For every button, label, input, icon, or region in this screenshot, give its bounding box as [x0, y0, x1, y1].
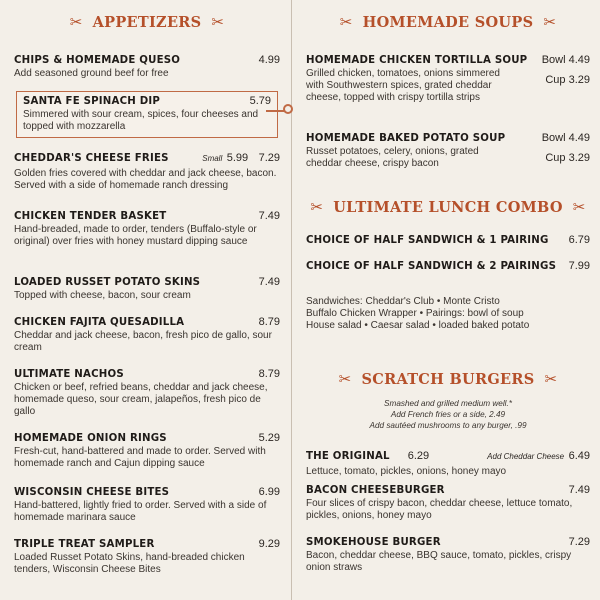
item-name: TRIPLE TREAT SAMPLER [14, 539, 155, 550]
item-name: CHICKEN FAJITA QUESADILLA [14, 317, 185, 328]
item-description: Fresh-cut, hand-battered and made to order. Served with homemade ranch and Cajun dipping sauce [14, 446, 266, 469]
column-divider [291, 0, 292, 600]
scissors-ornament-icon: ✂ [310, 198, 324, 216]
item-price: 6.99 [258, 486, 280, 498]
menu-item [14, 538, 280, 576]
item-name: CHOICE OF HALF SANDWICH & 1 PAIRING [306, 235, 549, 246]
burger-note: Smashed and grilled medium well.* [384, 399, 512, 408]
scissors-ornament-icon: ✂ [338, 370, 352, 388]
item-name: CHICKEN TENDER BASKET [14, 211, 167, 222]
soups-title: HOMEMADE SOUPS [362, 13, 534, 31]
item-name: CHOICE OF HALF SANDWICH & 2 PAIRINGS [306, 261, 557, 272]
soup-item [306, 132, 590, 170]
appetizers-header [14, 13, 280, 31]
menu-item [14, 316, 280, 354]
menu-item-highlighted [16, 91, 278, 138]
item-description: Hand-battered, lightly fried to order. Served with a side of homemade marinara sauce [14, 500, 267, 523]
combo-details [306, 294, 590, 332]
cup-price: Cup 3.29 [545, 74, 590, 86]
menu-item [14, 54, 280, 80]
item-name: WISCONSIN CHEESE BITES [14, 487, 170, 498]
small-size-price: 5.99 [226, 152, 249, 164]
menu-item [14, 148, 280, 192]
combo-title: ULTIMATE LUNCH COMBO [333, 198, 563, 216]
item-name: HOMEMADE CHICKEN TORTILLA SOUP [306, 55, 528, 66]
item-description: Cheddar and jack cheese, bacon, fresh pico de gallo, sour cream [14, 330, 272, 353]
burger-item [306, 484, 590, 522]
small-size-label: Small [202, 154, 223, 163]
item-price: 6.29 [407, 450, 430, 462]
combo-line: Buffalo Chicken Wrapper • Pairings: bowl of soup [306, 308, 524, 319]
item-price: 7.29 [568, 536, 590, 548]
bowl-price: Bowl 4.49 [541, 132, 590, 144]
menu-item [14, 486, 280, 524]
item-name: THE ORIGINAL [306, 451, 390, 462]
scissors-ornament-icon: ✂ [572, 198, 586, 216]
item-name: LOADED RUSSET POTATO SKINS [14, 277, 201, 288]
item-name: SMOKEHOUSE BURGER [306, 537, 441, 548]
add-cheese-price: 6.49 [568, 450, 590, 462]
item-name: CHIPS & HOMEMADE QUESO [14, 55, 181, 66]
item-description: Four slices of crispy bacon, cheddar cheese, lettuce tomato, pickles, onions, honey mayo [306, 498, 573, 521]
combo-line: Sandwiches: Cheddar's Club • Monte Cristo [306, 296, 500, 307]
item-price: 7.49 [258, 210, 280, 222]
combo-line: House salad • Caesar salad • loaded baked potato [306, 320, 530, 331]
burger-note: Add French fries or a side, 2.49 [390, 410, 506, 419]
item-description: Simmered with sour cream, spices, four cheeses and topped with mozzarella [23, 109, 259, 132]
burger-note: Add sautéed mushrooms to any burger, .99 [369, 421, 527, 430]
item-description: Loaded Russet Potato Skins, hand-breaded chicken tenders, Wisconsin Cheese Bites [14, 552, 245, 575]
soups-header [306, 13, 590, 31]
scissors-ornament-icon: ✂ [339, 13, 353, 31]
item-price: 5.29 [258, 432, 280, 444]
item-price: 8.79 [258, 368, 280, 380]
bowl-price: Bowl 4.49 [541, 54, 590, 66]
highlight-connector-dot [283, 104, 293, 114]
cup-price: Cup 3.29 [545, 152, 590, 164]
item-name: HOMEMADE BAKED POTATO SOUP [306, 133, 506, 144]
burger-item [306, 446, 590, 478]
add-cheese-label: Add Cheddar Cheese [487, 452, 565, 461]
item-name: SANTA FE SPINACH DIP [23, 96, 161, 107]
item-description: Hand-breaded, made to order, tenders (Buffalo-style or original) over fries with honey mustard dipping sauce [14, 224, 257, 247]
scissors-ornament-icon: ✂ [543, 13, 557, 31]
item-price: 8.79 [258, 316, 280, 328]
combo-header [306, 198, 590, 216]
item-price: 7.49 [258, 276, 280, 288]
burgers-header [306, 370, 590, 388]
item-price: 7.29 [258, 152, 280, 164]
menu-item [14, 276, 280, 302]
item-name: ULTIMATE NACHOS [14, 369, 124, 380]
item-description: Bacon, cheddar cheese, BBQ sauce, tomato, pickles, crispy onion straws [306, 550, 572, 573]
menu-item [14, 368, 280, 418]
item-name: HOMEMADE ONION RINGS [14, 433, 167, 444]
item-price: 9.29 [258, 538, 280, 550]
item-description: Add seasoned ground beef for free [14, 68, 169, 79]
scissors-ornament-icon: ✂ [544, 370, 558, 388]
item-price: 5.79 [249, 95, 271, 107]
scissors-ornament-icon: ✂ [69, 13, 83, 31]
item-description: Chicken or beef, refried beans, cheddar and jack cheese, homemade queso, sour cream, jalapeños, fresh pico de gallo [14, 382, 268, 417]
scissors-ornament-icon: ✂ [211, 13, 225, 31]
item-description: Lettuce, tomato, pickles, onions, honey mayo [306, 466, 507, 477]
appetizers-title: APPETIZERS [92, 13, 202, 31]
burger-item [306, 536, 590, 574]
combo-item [306, 234, 590, 246]
burger-notes [306, 398, 590, 431]
item-description: Golden fries covered with cheddar and jack cheese, bacon. Served with a side of homemade ranch dressing [14, 168, 277, 191]
item-price: 7.49 [568, 484, 590, 496]
burgers-title: SCRATCH BURGERS [361, 370, 535, 388]
soup-item [306, 54, 590, 104]
item-price: 7.99 [568, 260, 590, 272]
item-name: CHEDDAR'S CHEESE FRIES [14, 153, 169, 164]
item-description: Grilled chicken, tomatoes, onions simmered with Southwestern spices, grated cheddar cheese, topped with crispy tortilla strips [306, 68, 500, 103]
item-name: BACON CHEESEBURGER [306, 485, 445, 496]
menu-item [14, 210, 280, 248]
item-description: Topped with cheese, bacon, sour cream [14, 290, 191, 301]
item-price: 4.99 [258, 54, 280, 66]
combo-item [306, 260, 590, 272]
item-price: 6.79 [568, 234, 590, 246]
menu-item [14, 432, 280, 470]
item-description: Russet potatoes, celery, onions, grated cheddar cheese, crispy bacon [306, 146, 479, 169]
